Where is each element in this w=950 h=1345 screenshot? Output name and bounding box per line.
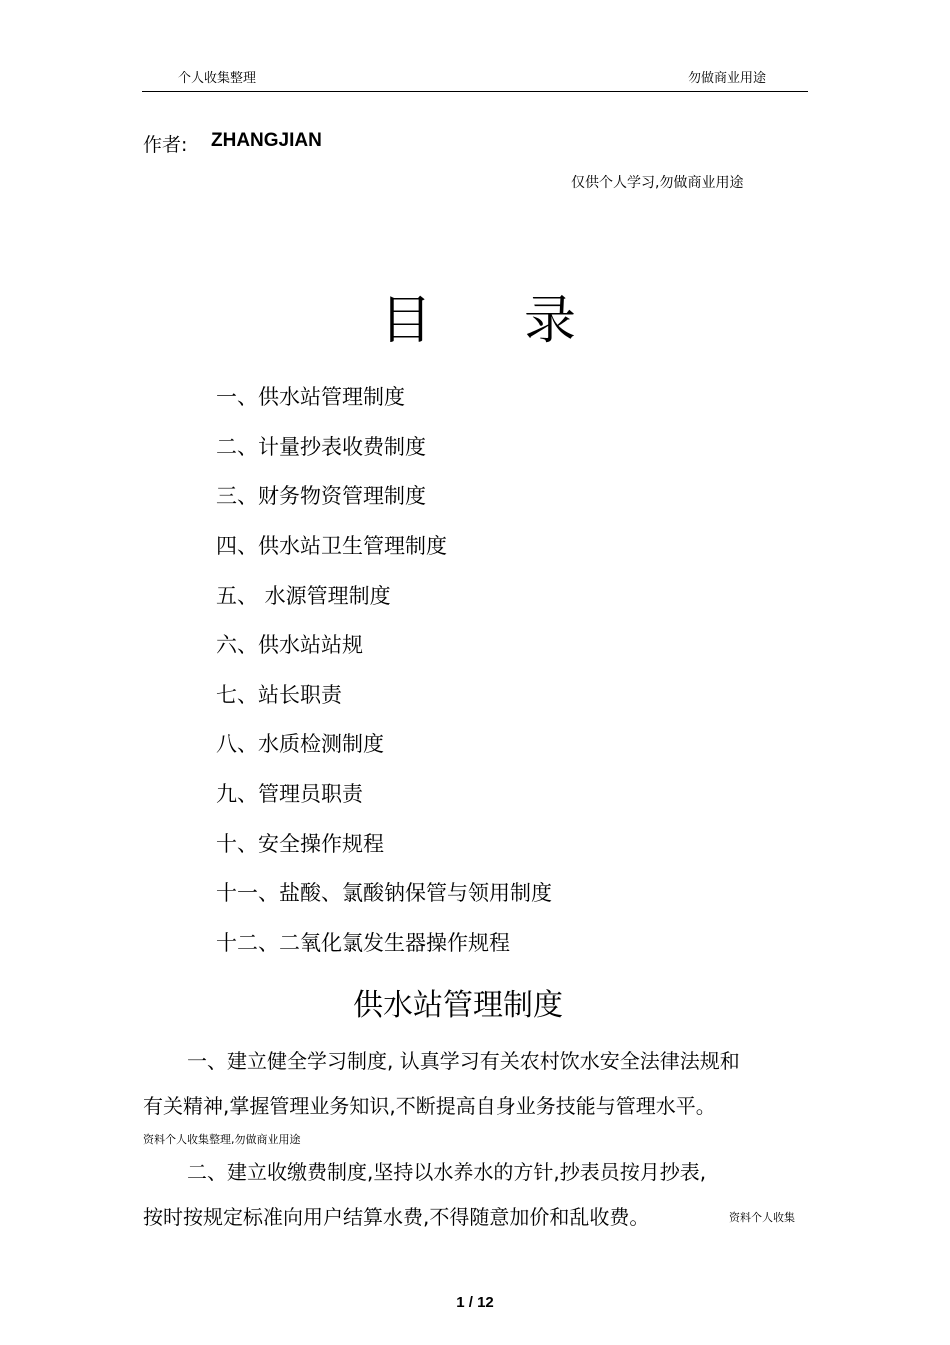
toc-title-char-1: 目 — [380, 291, 433, 351]
header-rule — [142, 91, 808, 92]
paragraph-2-note: 资料个人收集 — [729, 1211, 795, 1224]
toc-item: 一、供水站管理制度 — [216, 385, 405, 409]
toc-item: 八、水质检测制度 — [216, 732, 384, 756]
toc-title-char-2: 录 — [524, 291, 577, 351]
toc-item: 九、管理员职责 — [216, 782, 363, 806]
toc-item: 三、财务物资管理制度 — [216, 484, 426, 508]
toc-item: 十一、盐酸、氯酸钠保管与领用制度 — [216, 881, 552, 905]
usage-note: 仅供个人学习,勿做商业用途 — [571, 175, 744, 191]
toc-item: 十二、二氧化氯发生器操作规程 — [216, 931, 510, 955]
paragraph-1-note: 资料个人收集整理,勿做商业用途 — [143, 1133, 301, 1146]
header-left-text: 个人收集整理 — [178, 71, 257, 86]
author-label: 作者: — [143, 134, 188, 156]
author-name: ZHANGJIAN — [211, 130, 322, 151]
paragraph-1-line-1: 一、建立健全学习制度, 认真学习有关农村饮水安全法律法规和 — [187, 1049, 740, 1073]
toc-item: 七、站长职责 — [216, 683, 342, 707]
paragraph-2-line-2: 按时按规定标准向用户结算水费,不得随意加价和乱收费。 — [143, 1205, 650, 1229]
section-title: 供水站管理制度 — [353, 988, 563, 1023]
toc-item: 十、安全操作规程 — [216, 832, 384, 856]
toc-item: 六、供水站站规 — [216, 633, 363, 657]
toc-item: 二、计量抄表收费制度 — [216, 435, 426, 459]
toc-title — [380, 278, 576, 353]
paragraph-1-line-2: 有关精神,掌握管理业务知识,不断提高自身业务技能与管理水平。 — [143, 1094, 716, 1118]
page-number: 1 / 12 — [456, 1294, 494, 1311]
toc-item: 五、 水源管理制度 — [216, 584, 391, 608]
paragraph-2-line-1: 二、建立收缴费制度,坚持以水养水的方针,抄表员按月抄表, — [187, 1160, 707, 1184]
toc-item: 四、供水站卫生管理制度 — [216, 534, 447, 558]
header-right-text: 勿做商业用途 — [688, 71, 767, 86]
